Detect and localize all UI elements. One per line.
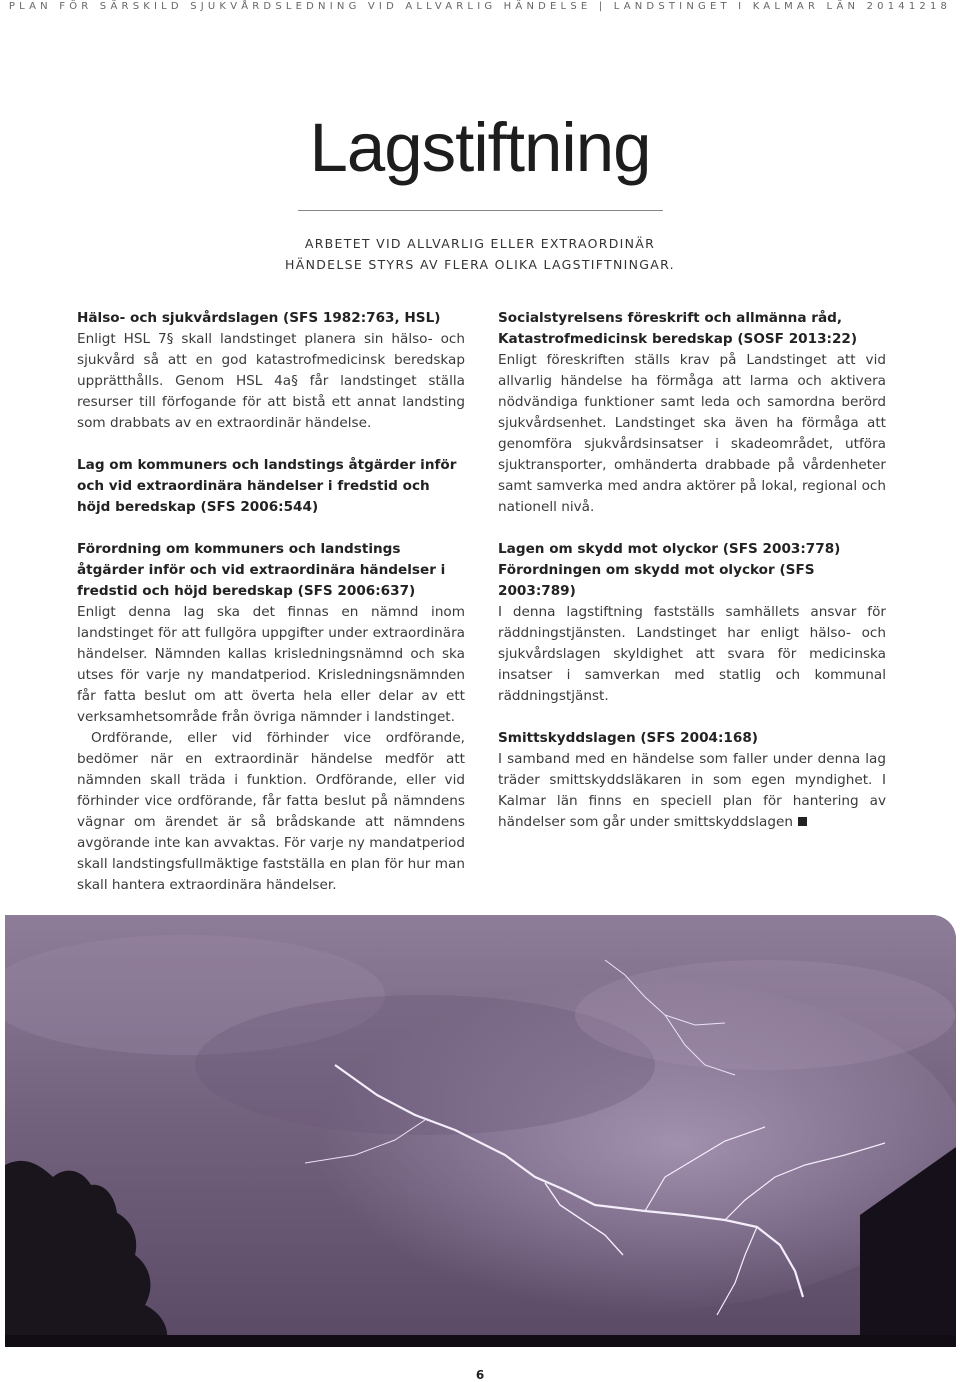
section-text: I denna lagstiftning fastställs samhällets ansvar för räddningstjänsten. Landstinget har enligt hälso- och sjukvårdslagen skyldighet att svara för medicinska insatser i samverkan med statlig och kommunal räddningstjänst. — [498, 604, 886, 704]
section-text: Enligt denna lag ska det finnas en nämnd inom landstinget för att fullgöra uppgifter under extraordinära händelser. Nämnden kallas krisledningsnämnd och ska utses för varje ny mandatperiod. Krisledningsnämnden får fatta beslut om att överta hela eller delar av ett verksamhetsområde från övriga nämnder i landstinget. — [77, 604, 465, 725]
section-sosf — [498, 308, 886, 518]
section-heading: Socialstyrelsens föreskrift och allmänna råd, Katastrofmedicinsk beredskap (SOSF 2013:22) — [498, 310, 858, 347]
left-column — [77, 308, 465, 917]
section-sfs-2006-544 — [77, 455, 465, 518]
section-heading: Smittskyddslagen (SFS 2004:168) — [498, 730, 759, 746]
right-column — [498, 308, 886, 854]
page-title: Lagstiftning — [309, 109, 651, 186]
section-skydd-mot-olyckor — [498, 539, 886, 707]
lightning-illustration — [5, 915, 956, 1347]
section-heading: Lagen om skydd mot olyckor (SFS 2003:778) — [498, 541, 841, 557]
section-text — [498, 749, 886, 833]
section-text: Enligt HSL 7§ skall landstinget planera sin hälso- och sjukvård så att en god katastrofmedicinsk beredskap upprätthålls. Genom HSL 4a§ får landstinget ställa resurser till förfogande för att bistå ett annat landsting som drabbats av en extraordinär händelse. — [77, 331, 465, 431]
section-smittskydd — [498, 728, 886, 833]
section-sfs-2006-637 — [77, 539, 465, 896]
running-header: PLAN FÖR SÄRSKILD SJUKVÅRDSLEDNING VID ALLVARLIG HÄNDELSE | LANDSTINGET I KALMAR LÄN 20141218 — [8, 1, 952, 12]
lightning-storm-photo — [5, 915, 956, 1347]
section-text-content: I samband med en händelse som faller under denna lag träder smittskyddsläkaren in som egen myndighet. I Kalmar län finns en speciell plan för hantering av händelser som går under smittskyddslagen — [498, 751, 886, 830]
section-heading: Förordningen om skydd mot olyckor (SFS 2003:789) — [498, 562, 815, 599]
section-text: Ordförande, eller vid förhinder vice ordförande, bedömer när en extraordinär händelse medför att nämnden skall träda i funktion. Ordförande, eller vid förhinder vice ordförande, får fatta beslut på nämndens vägnar om ärendet är så brådskande att nämndens avgörande inte kan avvaktas. För varje ny mandatperiod skall landstingsfullmäktige fastställa en plan för hur man skall hantera extraordinära händelser. — [77, 730, 465, 893]
subtitle-line-2: HÄNDELSE STYRS AV FLERA OLIKA LAGSTIFTNINGAR. — [285, 257, 675, 272]
page-subtitle — [0, 233, 960, 275]
section-heading: Förordning om kommuners och landstings åtgärder inför och vid extraordinära händelser i fredstid och höjd beredskap (SFS 2006:637) — [77, 541, 446, 599]
section-heading: Lag om kommuners och landstings åtgärder inför och vid extraordinära händelser i fredstid och höjd beredskap (SFS 2006:544) — [77, 457, 457, 515]
section-heading: Hälso- och sjukvårdslagen (SFS 1982:763, HSL) — [77, 310, 441, 326]
section-text: Enligt föreskriften ställs krav på Landstinget att vid allvarlig händelse ha förmåga att larma och aktivera nödvändiga funktioner samt leda och samordna berörd sjukvårdsenhet. Landstinget ska även ha förmåga att genomföra sjukvårdsinsatser i skadeområdet, utföra sjuktransporter, omhänderta drabbade på vårdenheter samt samverka med andra aktörer på lokal, regional och nationell nivå. — [498, 352, 886, 515]
subtitle-line-1: ARBETET VID ALLVARLIG ELLER EXTRAORDINÄR — [304, 236, 656, 251]
title-divider — [298, 210, 663, 211]
end-mark-icon — [798, 817, 807, 826]
section-hsl — [77, 308, 465, 434]
page-number: 6 — [475, 1368, 485, 1382]
